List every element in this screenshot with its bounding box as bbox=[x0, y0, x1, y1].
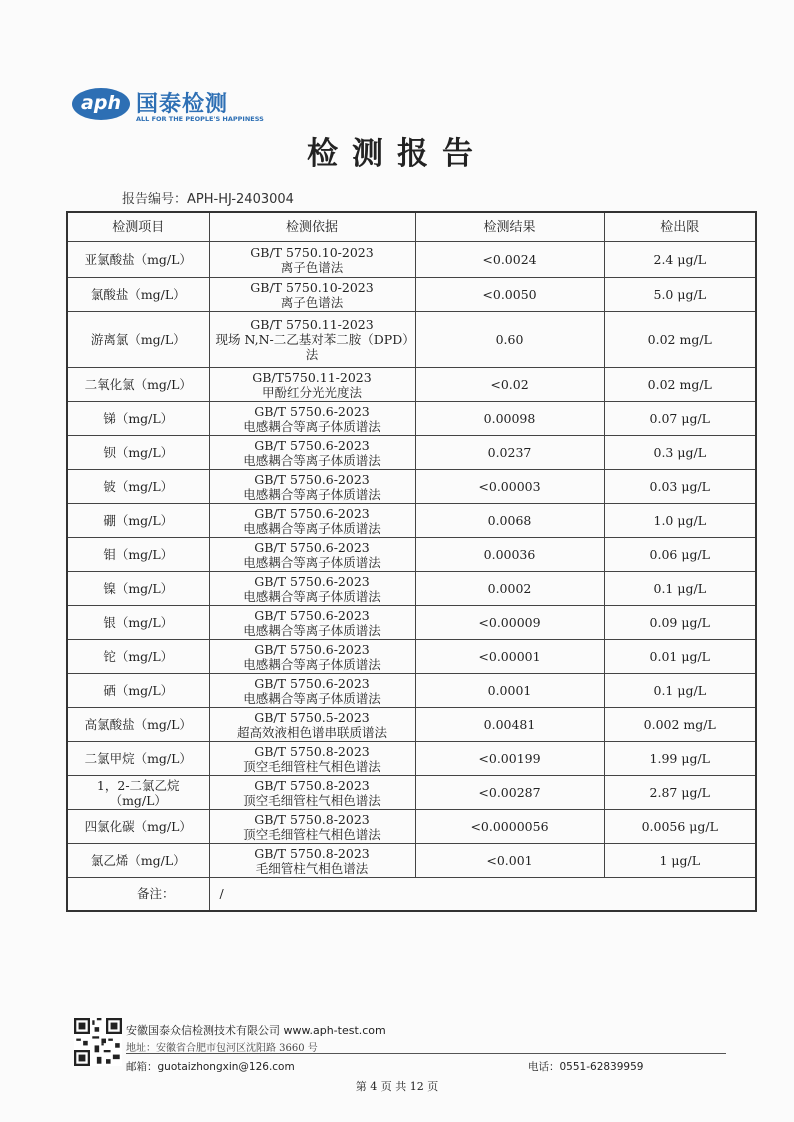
logo-company-name: 国泰检测 bbox=[136, 92, 229, 117]
basis-method: 毛细管柱气相色谱法 bbox=[255, 860, 369, 876]
table-row bbox=[67, 242, 756, 278]
footer-divider bbox=[126, 1053, 726, 1054]
cell-result: <0.00001 bbox=[415, 640, 604, 674]
table-row bbox=[67, 674, 756, 708]
table-row bbox=[67, 278, 756, 312]
basis-method: 顶空毛细管柱气相色谱法 bbox=[243, 758, 381, 774]
aph-logo-mark: aph bbox=[72, 88, 130, 120]
cell-result: <0.00287 bbox=[415, 776, 604, 810]
cell-basis bbox=[209, 776, 415, 810]
cell-result: <0.0024 bbox=[415, 242, 604, 278]
results-table bbox=[66, 211, 757, 912]
report-number: 报告编号：APH-HJ-2403004 bbox=[122, 192, 294, 207]
page-title: 检测报告 bbox=[307, 136, 487, 172]
remark-row bbox=[67, 878, 756, 911]
basis-method: 电感耦合等离子体质谱法 bbox=[243, 486, 381, 502]
cell-basis bbox=[209, 674, 415, 708]
basis-standard: GB/T 5750.11-2023 bbox=[250, 317, 374, 332]
basis-standard: GB/T 5750.5-2023 bbox=[254, 709, 370, 725]
basis-method: 现场 N,N-二乙基对苯二胺（DPD）法 bbox=[215, 332, 409, 362]
cell-basis bbox=[209, 402, 415, 436]
cell-limit: 0.3 μg/L bbox=[604, 436, 756, 470]
table-row bbox=[67, 402, 756, 436]
cell-basis bbox=[209, 312, 415, 368]
cell-item: 游离氯（mg/L） bbox=[67, 312, 209, 368]
cell-limit: 0.0056 μg/L bbox=[604, 810, 756, 844]
cell-item: 钡（mg/L） bbox=[67, 436, 209, 470]
cell-item: 1，2-二氯乙烷（mg/L） bbox=[67, 776, 209, 810]
table-row bbox=[67, 606, 756, 640]
table-row bbox=[67, 312, 756, 368]
table-row bbox=[67, 504, 756, 538]
cell-result: 0.0002 bbox=[415, 572, 604, 606]
cell-item: 二氧化氯（mg/L） bbox=[67, 368, 209, 402]
cell-item: 亚氯酸盐（mg/L） bbox=[67, 242, 209, 278]
cell-basis bbox=[209, 368, 415, 402]
table-row bbox=[67, 436, 756, 470]
basis-standard: GB/T 5750.6-2023 bbox=[254, 471, 370, 487]
cell-basis bbox=[209, 742, 415, 776]
footer-address: 地址：安徽省合肥市包河区沈阳路 3660 号 bbox=[126, 1043, 318, 1054]
cell-result: 0.00481 bbox=[415, 708, 604, 742]
cell-item: 硼（mg/L） bbox=[67, 504, 209, 538]
cell-basis bbox=[209, 844, 415, 878]
table-row bbox=[67, 640, 756, 674]
basis-method: 电感耦合等离子体质谱法 bbox=[243, 656, 381, 672]
cell-result: <0.0050 bbox=[415, 278, 604, 312]
basis-standard: GB/T 5750.10-2023 bbox=[250, 244, 374, 260]
cell-basis bbox=[209, 640, 415, 674]
table-row bbox=[67, 538, 756, 572]
cell-limit: 0.02 mg/L bbox=[604, 368, 756, 402]
company-logo bbox=[72, 86, 272, 126]
basis-standard: GB/T 5750.8-2023 bbox=[254, 845, 370, 861]
basis-method: 离子色谱法 bbox=[280, 294, 344, 310]
cell-limit: 0.002 mg/L bbox=[604, 708, 756, 742]
cell-result: 0.0068 bbox=[415, 504, 604, 538]
basis-standard: GB/T5750.11-2023 bbox=[252, 369, 372, 385]
cell-item: 二氯甲烷（mg/L） bbox=[67, 742, 209, 776]
table-row bbox=[67, 470, 756, 504]
header-limit: 检出限 bbox=[604, 212, 756, 242]
basis-method: 电感耦合等离子体质谱法 bbox=[243, 622, 381, 638]
basis-standard: GB/T 5750.6-2023 bbox=[254, 403, 370, 419]
footer-email: 邮箱：guotaizhongxin@126.com bbox=[126, 1061, 295, 1073]
basis-standard: GB/T 5750.8-2023 bbox=[254, 743, 370, 759]
cell-item: 镍（mg/L） bbox=[67, 572, 209, 606]
cell-limit: 2.87 μg/L bbox=[604, 776, 756, 810]
basis-standard: GB/T 5750.10-2023 bbox=[250, 279, 374, 295]
basis-standard: GB/T 5750.6-2023 bbox=[254, 607, 370, 623]
table-row bbox=[67, 368, 756, 402]
basis-method: 电感耦合等离子体质谱法 bbox=[243, 554, 381, 570]
cell-result: 0.0001 bbox=[415, 674, 604, 708]
table-row bbox=[67, 810, 756, 844]
logo-slogan: ALL FOR THE PEOPLE'S HAPPINESS bbox=[136, 115, 264, 123]
basis-method: 甲酚红分光光度法 bbox=[261, 384, 362, 400]
cell-item: 氯酸盐（mg/L） bbox=[67, 278, 209, 312]
basis-method: 电感耦合等离子体质谱法 bbox=[243, 418, 381, 434]
basis-standard: GB/T 5750.6-2023 bbox=[254, 675, 370, 691]
cell-limit: 5.0 μg/L bbox=[604, 278, 756, 312]
basis-method: 电感耦合等离子体质谱法 bbox=[243, 588, 381, 604]
cell-limit: 0.1 μg/L bbox=[604, 674, 756, 708]
cell-basis bbox=[209, 436, 415, 470]
cell-limit: 1 μg/L bbox=[604, 844, 756, 878]
cell-basis bbox=[209, 538, 415, 572]
cell-limit: 0.06 μg/L bbox=[604, 538, 756, 572]
cell-result: <0.00009 bbox=[415, 606, 604, 640]
basis-standard: GB/T 5750.6-2023 bbox=[254, 641, 370, 657]
remark-value: / bbox=[209, 878, 756, 911]
cell-item: 高氯酸盐（mg/L） bbox=[67, 708, 209, 742]
cell-result: 0.00098 bbox=[415, 402, 604, 436]
basis-standard: GB/T 5750.6-2023 bbox=[254, 437, 370, 453]
cell-basis bbox=[209, 470, 415, 504]
cell-item: 硒（mg/L） bbox=[67, 674, 209, 708]
table-row bbox=[67, 708, 756, 742]
header-item: 检测项目 bbox=[67, 212, 209, 242]
basis-method: 离子色谱法 bbox=[280, 259, 344, 275]
cell-basis bbox=[209, 504, 415, 538]
cell-item: 氯乙烯（mg/L） bbox=[67, 844, 209, 878]
table-row bbox=[67, 844, 756, 878]
cell-limit: 2.4 μg/L bbox=[604, 242, 756, 278]
basis-standard: GB/T 5750.6-2023 bbox=[254, 505, 370, 521]
cell-item: 银（mg/L） bbox=[67, 606, 209, 640]
cell-limit: 1.0 μg/L bbox=[604, 504, 756, 538]
basis-standard: GB/T 5750.6-2023 bbox=[254, 539, 370, 555]
table-row bbox=[67, 572, 756, 606]
cell-basis bbox=[209, 572, 415, 606]
footer-company: 安徽国泰众信检测技术有限公司 www.aph-test.com bbox=[126, 1024, 386, 1037]
cell-item: 四氯化碳（mg/L） bbox=[67, 810, 209, 844]
basis-method: 顶空毛细管柱气相色谱法 bbox=[243, 826, 381, 842]
table-row bbox=[67, 742, 756, 776]
basis-method: 电感耦合等离子体质谱法 bbox=[243, 452, 381, 468]
cell-basis bbox=[209, 606, 415, 640]
header-result: 检测结果 bbox=[415, 212, 604, 242]
cell-limit: 0.01 μg/L bbox=[604, 640, 756, 674]
cell-limit: 0.1 μg/L bbox=[604, 572, 756, 606]
cell-limit: 1.99 μg/L bbox=[604, 742, 756, 776]
cell-result: 0.0237 bbox=[415, 436, 604, 470]
basis-standard: GB/T 5750.6-2023 bbox=[254, 573, 370, 589]
basis-standard: GB/T 5750.8-2023 bbox=[254, 811, 370, 827]
cell-result: <0.001 bbox=[415, 844, 604, 878]
cell-result: 0.60 bbox=[415, 312, 604, 368]
basis-method: 超高效液相色谱串联质谱法 bbox=[236, 724, 387, 740]
basis-method: 电感耦合等离子体质谱法 bbox=[243, 520, 381, 536]
cell-result: <0.02 bbox=[415, 368, 604, 402]
cell-basis bbox=[209, 278, 415, 312]
cell-basis bbox=[209, 708, 415, 742]
table-header-row bbox=[67, 212, 756, 242]
basis-method: 电感耦合等离子体质谱法 bbox=[243, 690, 381, 706]
cell-item: 铍（mg/L） bbox=[67, 470, 209, 504]
cell-result: <0.00003 bbox=[415, 470, 604, 504]
cell-item: 锑（mg/L） bbox=[67, 402, 209, 436]
cell-limit: 0.02 mg/L bbox=[604, 312, 756, 368]
basis-method: 顶空毛细管柱气相色谱法 bbox=[243, 792, 381, 808]
cell-limit: 0.07 μg/L bbox=[604, 402, 756, 436]
cell-basis bbox=[209, 242, 415, 278]
cell-item: 钼（mg/L） bbox=[67, 538, 209, 572]
footer-phone: 电话：0551-62839959 bbox=[528, 1061, 644, 1073]
cell-limit: 0.09 μg/L bbox=[604, 606, 756, 640]
cell-result: <0.00199 bbox=[415, 742, 604, 776]
cell-result: 0.00036 bbox=[415, 538, 604, 572]
basis-standard: GB/T 5750.8-2023 bbox=[254, 777, 370, 793]
remark-label: 备注： bbox=[67, 878, 209, 911]
table-row bbox=[67, 776, 756, 810]
header-basis: 检测依据 bbox=[209, 212, 415, 242]
page-number: 第 4 页 共 12 页 bbox=[355, 1080, 439, 1093]
cell-result: <0.0000056 bbox=[415, 810, 604, 844]
qr-code-icon bbox=[74, 1018, 122, 1066]
cell-limit: 0.03 μg/L bbox=[604, 470, 756, 504]
cell-item: 铊（mg/L） bbox=[67, 640, 209, 674]
cell-basis bbox=[209, 810, 415, 844]
